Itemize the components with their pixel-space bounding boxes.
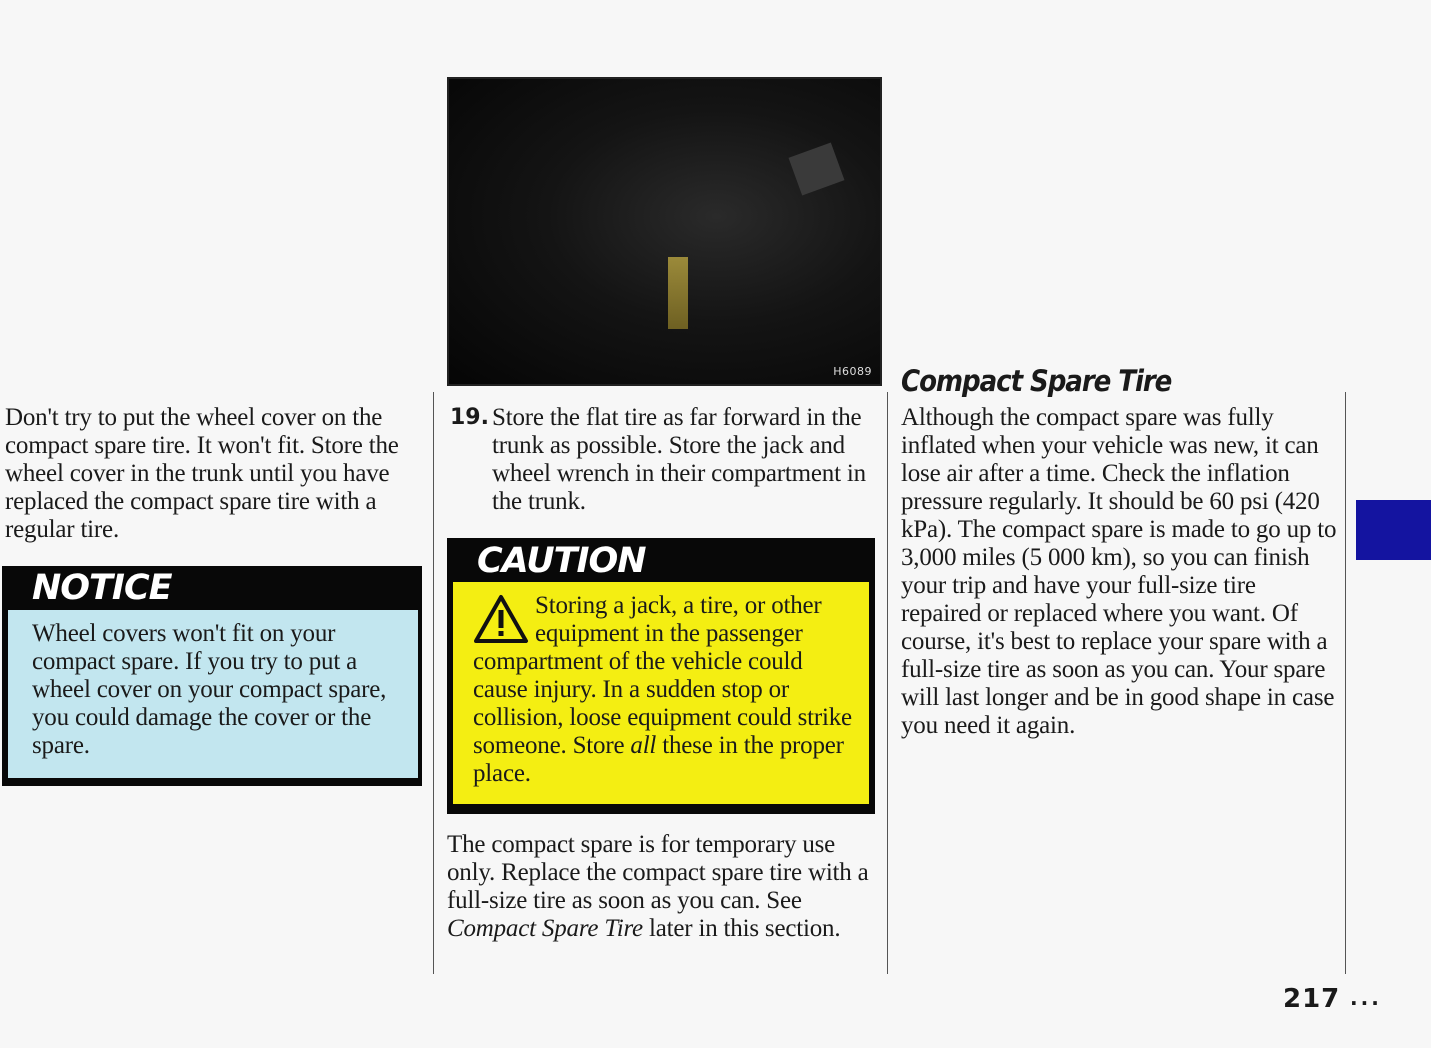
section-tab-marker xyxy=(1356,500,1431,560)
notice-body xyxy=(8,610,418,778)
temporary-use-paragraph: The compact spare is for temporary use only. Replace the compact spare tire with a full-size tire as soon as you can. See Compact Spare Tire later in this section. xyxy=(447,831,869,942)
column-divider-2 xyxy=(887,392,888,974)
notice-text: Wheel covers won't fit on your compact spare. If you try to put a wheel cover on your compact spare, you could damage the cover or the spare. xyxy=(32,620,387,759)
compact-spare-reference: Compact Spare Tire xyxy=(447,915,643,942)
step-19 xyxy=(450,404,875,516)
caution-emphasis: all xyxy=(630,732,657,759)
photo-code: H6089 xyxy=(833,365,872,378)
compact-spare-paragraph: Although the compact spare was fully inflated when your vehicle was new, it can lose air after a time. Check the inflation pressure regularly. It should be 60 psi (420 kPa). The compact spare is made to go up to 3,000 miles (5 000 km), so you can finish your trip and have your full-size tire repaired or replaced where you want. Of course, it's best to replace your spare with a full-size tire as soon as you can. Your spare will last longer and be in good shape in case you need it again. xyxy=(901,404,1337,739)
page-number: 217 xyxy=(1283,984,1341,1014)
page-dots: ... xyxy=(1350,986,1382,1010)
photo-jack xyxy=(668,257,688,329)
notice-title: NOTICE xyxy=(32,568,172,608)
caution-body xyxy=(453,582,869,804)
column-divider-1 xyxy=(433,392,434,974)
section-title: Compact Spare Tire xyxy=(901,364,1172,398)
step-number: 19. xyxy=(450,405,489,430)
caution-box xyxy=(447,538,875,814)
trunk-photo xyxy=(447,77,882,386)
step-text: Store the flat tire as far forward in the trunk as possible. Store the jack and wheel wrench in their compartment in the trunk. xyxy=(492,404,866,515)
warning-triangle-icon xyxy=(473,594,529,644)
wheel-cover-paragraph: Don't try to put the wheel cover on the compact spare tire. It won't fit. Store the wheel cover in the trunk until you have replaced the compact spare tire with a regular tire. xyxy=(5,404,399,543)
caution-title: CAUTION xyxy=(477,541,646,581)
photo-trunk-arc xyxy=(447,77,882,386)
column-divider-3 xyxy=(1345,392,1346,974)
caution-text: Storing a jack, a tire, or other equipment in the passenger compartment of the vehicle could cause injury. In a sudden stop or collision, loose equipment could strike someone. Store all these in the proper place. xyxy=(473,592,852,787)
notice-box xyxy=(2,566,422,786)
